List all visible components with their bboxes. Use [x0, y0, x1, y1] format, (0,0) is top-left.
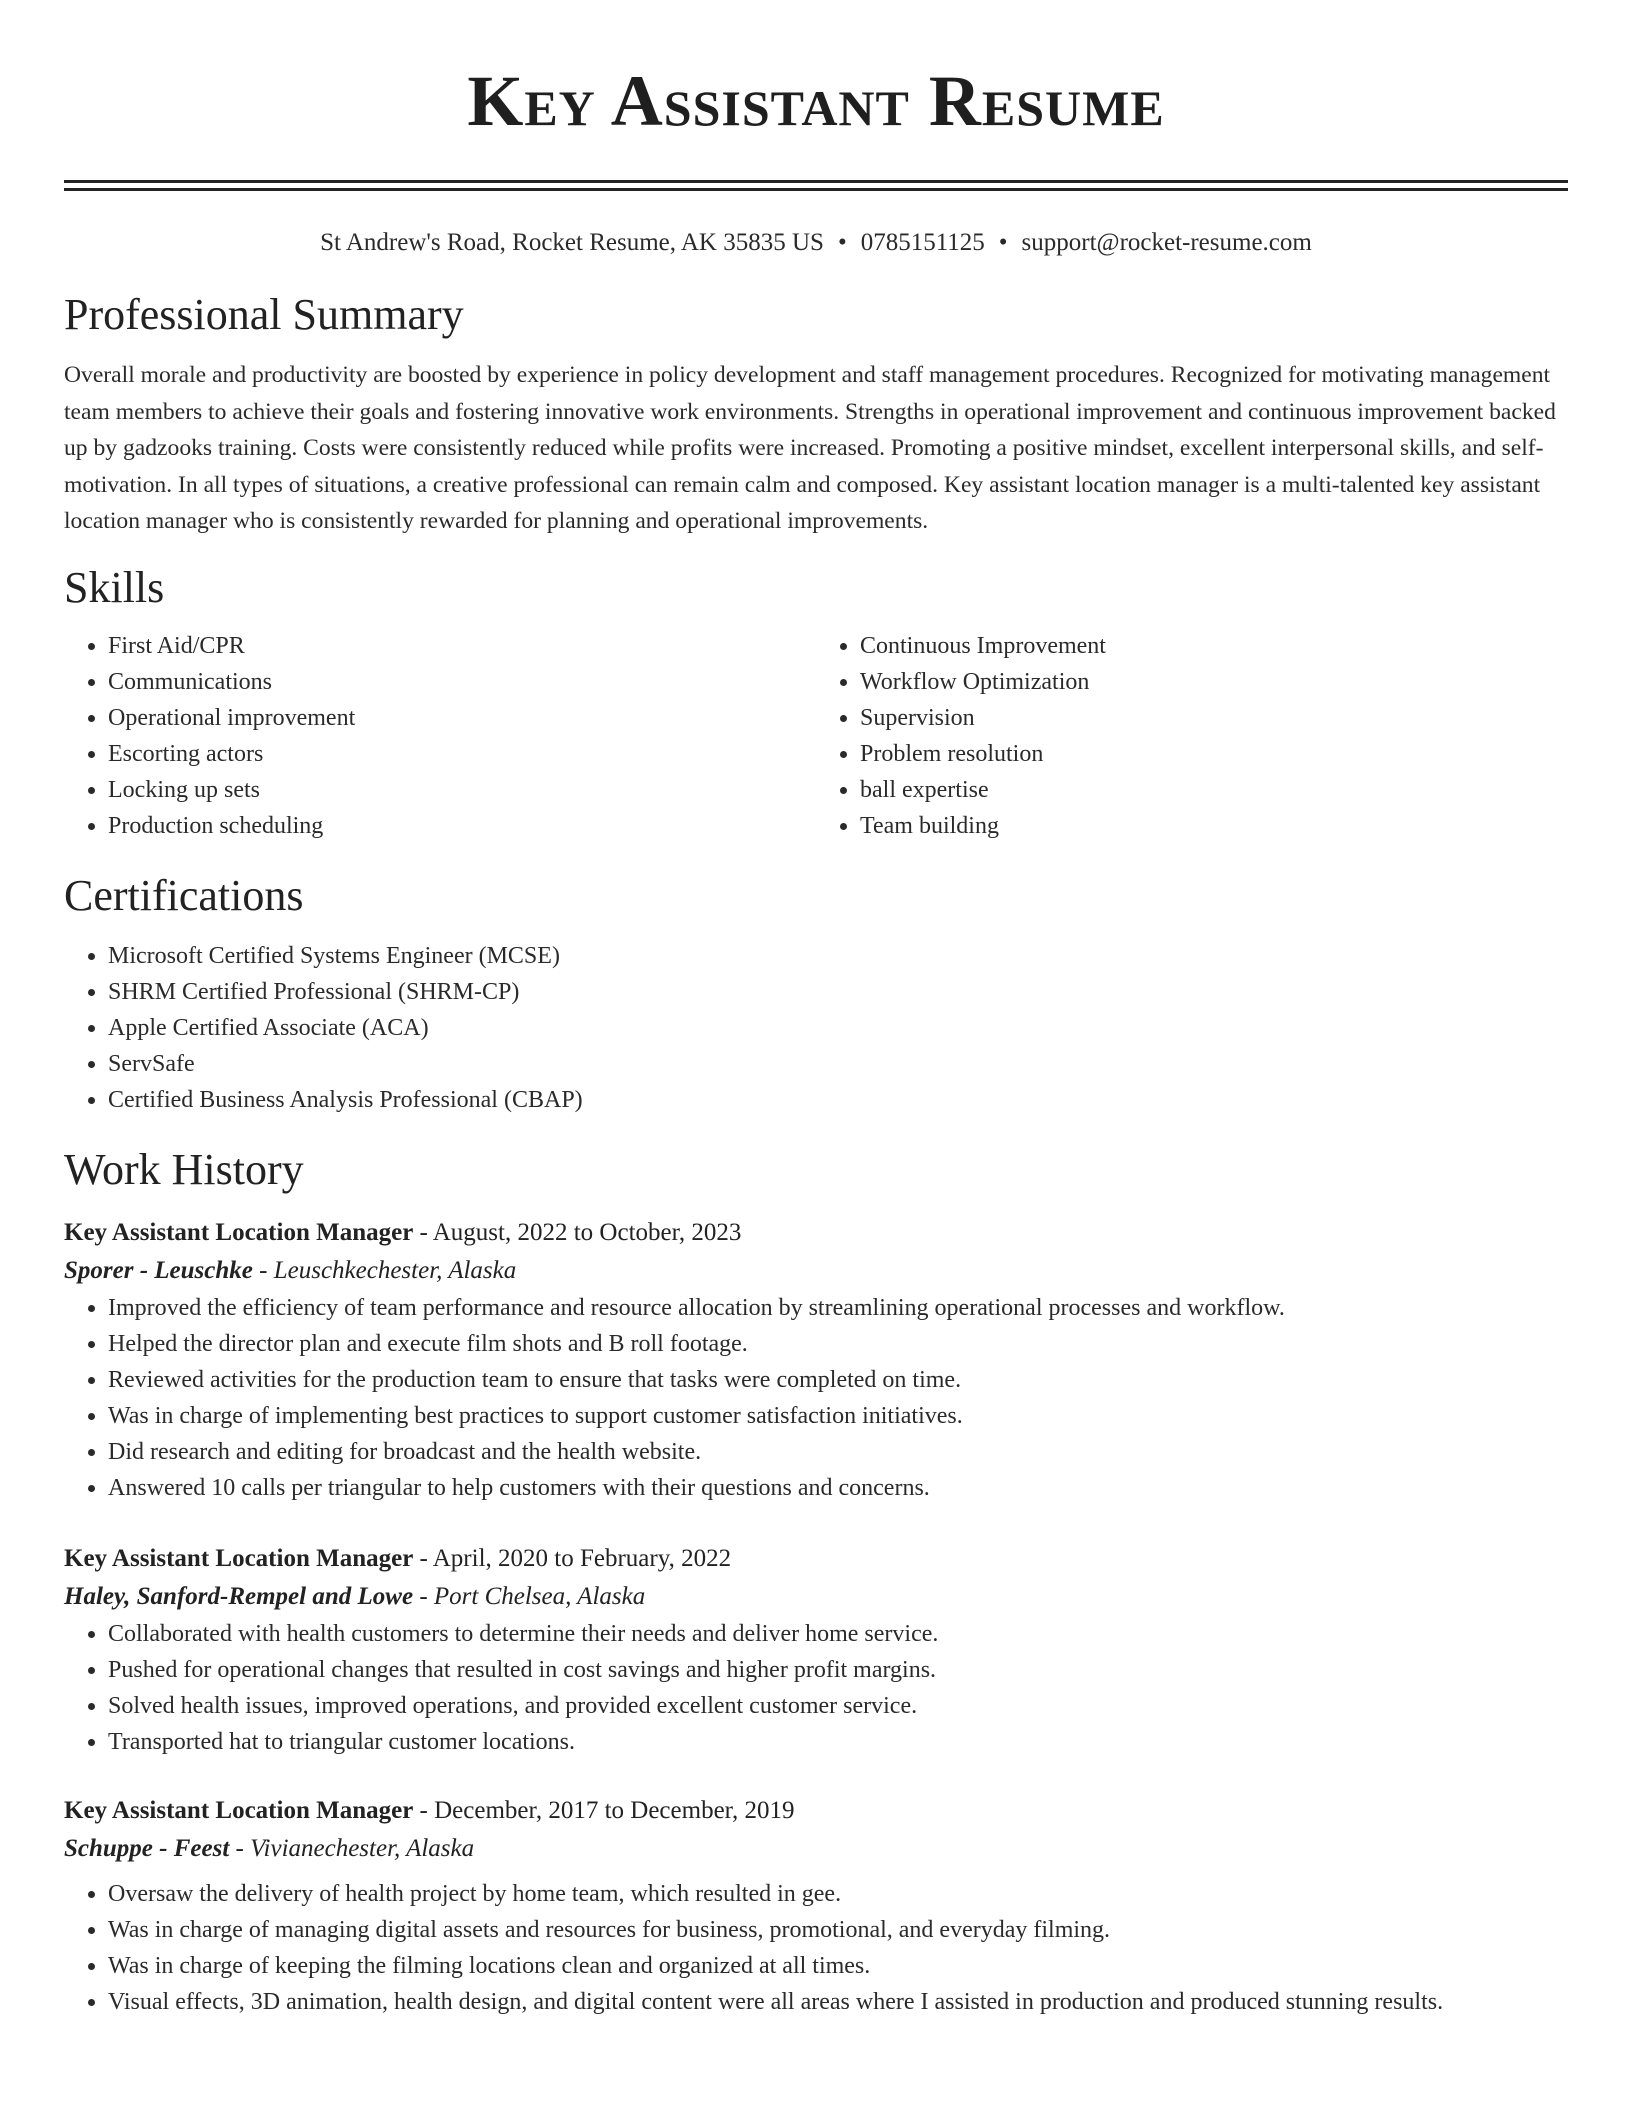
- contact-address: St Andrew's Road, Rocket Resume, AK 35835 US: [320, 229, 824, 256]
- skill-item: • Communications: [108, 664, 816, 700]
- job-header: [64, 1214, 1568, 1252]
- skill-item: • Supervision: [860, 700, 1568, 736]
- job-company-line: [64, 1830, 1568, 1868]
- job-dates: - August, 2022 to October, 2023: [413, 1218, 742, 1246]
- skills-list-left: [64, 628, 816, 844]
- skill-item: • Problem resolution: [860, 736, 1568, 772]
- job-bullet: • Transported hat to triangular customer locations.: [108, 1724, 1568, 1760]
- contact-line: [64, 227, 1568, 259]
- skill-item: • ball expertise: [860, 772, 1568, 808]
- job-bullets: [64, 1876, 1568, 2020]
- job-header: [64, 1792, 1568, 1830]
- job-location: - Vivianechester, Alaska: [229, 1834, 475, 1862]
- certification-item: • Certified Business Analysis Professional (CBAP): [108, 1082, 1568, 1118]
- certification-item: • SHRM Certified Professional (SHRM-CP): [108, 974, 1568, 1010]
- contact-phone: 0785151125: [860, 229, 985, 256]
- work-history-section: [64, 1142, 1568, 2020]
- job-company-line: [64, 1578, 1568, 1616]
- certification-item: • Apple Certified Associate (ACA): [108, 1010, 1568, 1046]
- job-entry: [64, 1540, 1568, 1760]
- job-dates: - April, 2020 to February, 2022: [413, 1544, 732, 1572]
- contact-separator: •: [837, 229, 847, 256]
- job-bullets: [64, 1290, 1568, 1506]
- job-entry: [64, 1792, 1568, 2020]
- job-bullet: • Improved the efficiency of team performance and resource allocation by streamlining operational processes and workflow.: [108, 1290, 1568, 1326]
- job-company: Haley, Sanford-Rempel and Lowe: [64, 1582, 414, 1610]
- skill-item: • Workflow Optimization: [860, 664, 1568, 700]
- certification-item: • ServSafe: [108, 1046, 1568, 1082]
- job-company: Schuppe - Feest: [64, 1834, 230, 1862]
- job-location: - Port Chelsea, Alaska: [413, 1582, 646, 1610]
- certifications-section: [64, 868, 1568, 1118]
- title-divider-bottom: [64, 188, 1568, 191]
- job-bullet: • Solved health issues, improved operations, and provided excellent customer service.: [108, 1688, 1568, 1724]
- summary-section: [64, 287, 1568, 540]
- title-divider-top: [64, 180, 1568, 183]
- job-bullet: • Was in charge of managing digital assets and resources for business, promotional, and everyday filming.: [108, 1912, 1568, 1948]
- skill-item: • First Aid/CPR: [108, 628, 816, 664]
- certifications-heading: Certifications: [64, 870, 304, 920]
- skills-list-right: [816, 628, 1568, 844]
- certification-item: • Microsoft Certified Systems Engineer (MCSE): [108, 938, 1568, 974]
- job-entry: [64, 1214, 1568, 1506]
- job-title: Key Assistant Location Manager: [64, 1544, 414, 1572]
- job-bullet: • Was in charge of keeping the filming locations clean and organized at all times.: [108, 1948, 1568, 1984]
- job-title: Key Assistant Location Manager: [64, 1218, 414, 1246]
- summary-text: Overall morale and productivity are boosted by experience in policy development and staff management procedures. Recognized for motivating management team members to achieve their goals and fostering innovative work environments. Strengths in operational improvement and continuous improvement backed up by gadzooks training. Costs were consistently reduced while profits were increased. Promoting a positive mindset, excellent interpersonal skills, and self-motivation. In all types of situations, a creative professional can remain calm and composed. Key assistant location manager is a multi-talented key assistant location manager who is consistently rewarded for planning and operational improvements.: [64, 362, 1556, 534]
- job-bullet: • Oversaw the delivery of health project by home team, which resulted in gee.: [108, 1876, 1568, 1912]
- job-company: Sporer - Leuschke: [64, 1256, 253, 1284]
- job-title: Key Assistant Location Manager: [64, 1796, 414, 1824]
- skill-item: • Team building: [860, 808, 1568, 844]
- job-location: - Leuschkechester, Alaska: [252, 1256, 517, 1284]
- job-bullet: • Was in charge of implementing best practices to support customer satisfaction initiatives.: [108, 1398, 1568, 1434]
- job-header: [64, 1540, 1568, 1578]
- job-bullet: • Reviewed activities for the production team to ensure that tasks were completed on time.: [108, 1362, 1568, 1398]
- job-bullet: • Pushed for operational changes that resulted in cost savings and higher profit margins.: [108, 1652, 1568, 1688]
- job-bullet: • Answered 10 calls per triangular to help customers with their questions and concerns.: [108, 1470, 1568, 1506]
- summary-heading: Professional Summary: [64, 290, 464, 339]
- job-dates: - December, 2017 to December, 2019: [413, 1796, 795, 1824]
- job-bullet: • Visual effects, 3D animation, health design, and digital content were all areas where I assisted in production and produced stunning results.: [108, 1984, 1568, 2020]
- skill-item: • Locking up sets: [108, 772, 816, 808]
- skill-item: • Continuous Improvement: [860, 628, 1568, 664]
- skill-item: • Escorting actors: [108, 736, 816, 772]
- contact-email: support@rocket-resume.com: [1021, 229, 1312, 256]
- job-company-line: [64, 1252, 1568, 1290]
- skills-grid: [64, 628, 1568, 844]
- skills-section: [64, 560, 1568, 844]
- skill-item: • Production scheduling: [108, 808, 816, 844]
- contact-separator: •: [998, 229, 1008, 256]
- skill-item: • Operational improvement: [108, 700, 816, 736]
- skills-heading: Skills: [64, 562, 165, 612]
- certifications-list: [64, 938, 1568, 1118]
- job-bullets: [64, 1616, 1568, 1760]
- job-bullet: • Collaborated with health customers to determine their needs and deliver home service.: [108, 1616, 1568, 1652]
- resume-title: Key Assistant Resume: [467, 61, 1165, 141]
- job-bullet: • Helped the director plan and execute film shots and B roll footage.: [108, 1326, 1568, 1362]
- job-bullet: • Did research and editing for broadcast and the health website.: [108, 1434, 1568, 1470]
- work-history-heading: Work History: [64, 1144, 304, 1194]
